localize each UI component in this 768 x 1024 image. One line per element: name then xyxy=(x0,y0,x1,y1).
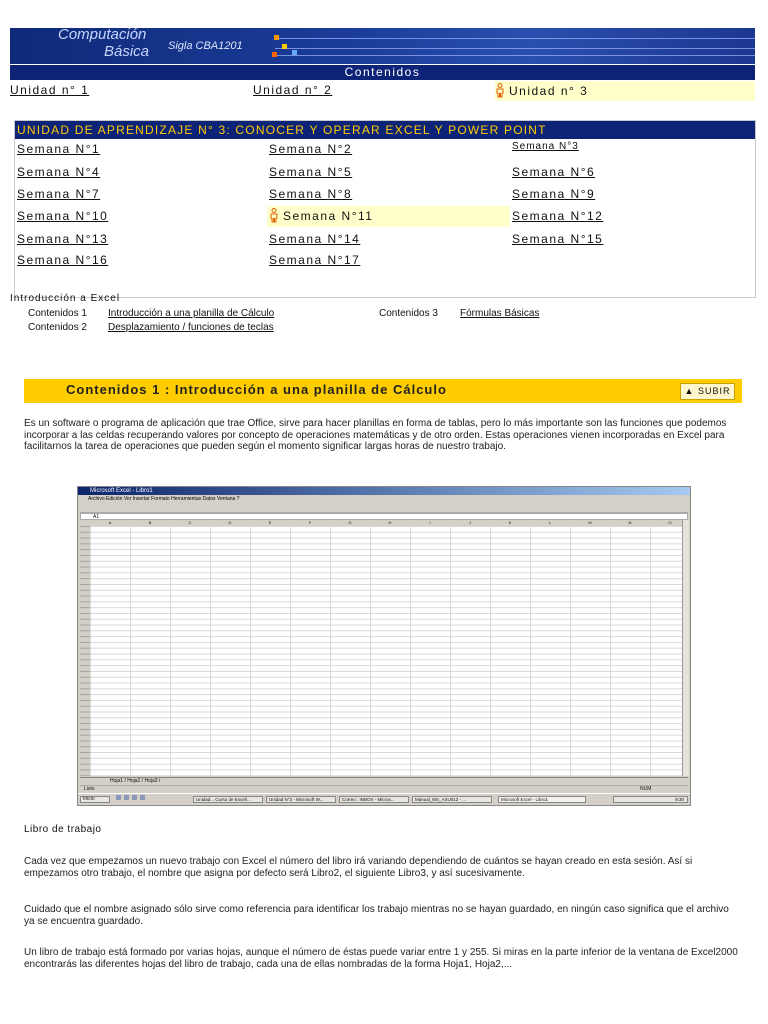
taskbar-item-active: Microsoft Excel - Libro1 xyxy=(498,796,586,803)
excel-column-letter: C xyxy=(188,520,192,525)
excel-window-title: Microsoft Excel - Libro1 xyxy=(90,488,153,494)
unidad-3-current xyxy=(495,83,588,98)
excel-screenshot xyxy=(77,486,691,806)
semana-16-link[interactable]: Semana N°16 xyxy=(17,253,109,267)
taskbar-item: Correo : INBOX - Micros... xyxy=(339,796,409,803)
excel-status-bar xyxy=(80,785,688,793)
taskbar-item: Manual_MS_ASU012 - ... xyxy=(412,796,492,803)
subir-button[interactable]: ▲ SUBIR xyxy=(680,383,735,400)
excel-status-text: Listo xyxy=(84,786,95,792)
quicklaunch-icon xyxy=(124,795,129,800)
semana-4-link[interactable]: Semana N°4 xyxy=(17,165,101,179)
excel-column-letter: J xyxy=(469,520,471,525)
person-icon xyxy=(495,83,505,98)
excel-column-letter: N xyxy=(628,520,632,525)
quicklaunch-icon xyxy=(132,795,137,800)
quicklaunch-icon xyxy=(116,795,121,800)
excel-column-letter: O xyxy=(668,520,672,525)
course-code: Sigla CBA1201 xyxy=(168,40,243,52)
excel-column-letter: L xyxy=(548,520,552,525)
semana-15-link[interactable]: Semana N°15 xyxy=(512,232,604,246)
excel-vertical-scrollbar xyxy=(682,520,689,776)
brand-line1: Computación xyxy=(58,28,147,43)
unidad-1-link[interactable]: Unidad n° 1 xyxy=(10,83,90,97)
contenidos-1-link[interactable]: Introducción a una planilla de Cálculo xyxy=(108,308,275,319)
unidades-nav xyxy=(10,81,755,101)
excel-column-letter: E xyxy=(268,520,272,525)
semana-10-link[interactable]: Semana N°10 xyxy=(17,209,109,223)
semana-11-label: Semana N°11 xyxy=(283,209,374,223)
system-tray-clock: 9:30 xyxy=(613,796,688,803)
excel-column-letter: M xyxy=(588,520,592,525)
semana-12-link[interactable]: Semana N°12 xyxy=(512,209,604,223)
excel-sheet-tab-labels: Hoja1 / Hoja2 / Hoja3 / xyxy=(110,778,161,784)
taskbar-item: Unidad N°3 - Microsoft W... xyxy=(266,796,336,803)
semana-9-link[interactable]: Semana N°9 xyxy=(512,187,596,201)
semana-8-link[interactable]: Semana N°8 xyxy=(269,187,353,201)
excel-column-letter: B xyxy=(148,520,152,525)
excel-title-bar xyxy=(78,487,690,495)
excel-grid xyxy=(90,526,682,776)
semana-11-current xyxy=(269,208,373,223)
contenidos-3-link[interactable]: Fórmulas Básicas xyxy=(460,308,540,319)
semana-14-link[interactable]: Semana N°14 xyxy=(269,232,361,246)
paragraph-cuidado: Cuidado que el nombre asignado sólo sirve como referencia para identificar los trabajo mientras no se hayan guardado, en ningún caso significa que el archivo ya se encuentra guardado. xyxy=(24,904,729,927)
excel-formula-bar xyxy=(80,513,688,520)
excel-column-letter: A xyxy=(108,520,112,525)
excel-sheet-tabs xyxy=(80,777,688,785)
person-icon xyxy=(269,208,279,223)
paragraph-libro: Cada vez que empezamos un nuevo trabajo con Excel el número del libro irá variando dependiendo de cuántos se hayan creado en esta sesión. Así si empezamos otro trabajo, el nombre que asigna por defecto será Libro2, el siguiente Libro3, y así sucesivamente. xyxy=(24,856,693,879)
excel-status-num: NUM xyxy=(640,786,652,792)
intro-heading: Introducción a Excel xyxy=(10,293,121,304)
contenidos-1-prefix: Contenidos 1 xyxy=(28,308,87,319)
contenidos-2-link[interactable]: Desplazamiento / funciones de teclas xyxy=(108,322,274,333)
semana-2-link[interactable]: Semana N°2 xyxy=(269,142,353,156)
paragraph-hojas: Un libro de trabajo está formado por varias hojas, aunque el número de éstas puede variar entre 1 y 255. Si miras en la parte inferior de la ventana de Excel2000 encontrarás las diferentes hojas del libro de trabajo, cada una de ellas nombradas de la forma Hoja1, Hoja2,... xyxy=(24,947,738,970)
excel-column-letter: D xyxy=(228,520,232,525)
excel-toolbar xyxy=(80,503,688,513)
excel-column-letter: K xyxy=(508,520,512,525)
brand-line2: Básica xyxy=(104,43,150,60)
windows-taskbar xyxy=(78,793,690,806)
semana-17-link[interactable]: Semana N°17 xyxy=(269,253,361,267)
excel-column-letter: H xyxy=(388,520,392,525)
excel-cell-ref: A1 xyxy=(93,514,100,520)
header-banner xyxy=(10,28,755,64)
libro-heading: Libro de trabajo xyxy=(24,824,102,835)
unidad-2-link[interactable]: Unidad n° 2 xyxy=(253,83,333,97)
section-title: Contenidos 1 : Introducción a una planilla de Cálculo xyxy=(66,382,447,397)
quicklaunch-icon xyxy=(140,795,145,800)
semana-7-link[interactable]: Semana N°7 xyxy=(17,187,101,201)
paragraph-intro: Es un software o programa de aplicación que trae Office, sirve para hacer planillas en forma de tablas, pero lo más importante son las funciones que podemos incorporar a las celdas recuperando valores por concepto de operaciones matemáticas y de otro orden. Estas operaciones vienen incorporadas en Excel para facilitarnos la tarea de operaciones que pueden según el momento significar largas horas de nuestro trabajo. xyxy=(24,418,727,452)
unidad-3-label: Unidad n° 3 xyxy=(509,84,589,98)
unit-title: UNIDAD DE APRENDIZAJE N° 3: CONOCER Y OPERAR EXCEL Y POWER POINT xyxy=(15,121,755,139)
semana-5-link[interactable]: Semana N°5 xyxy=(269,165,353,179)
excel-column-letter: I xyxy=(429,520,431,525)
contenidos-3-prefix: Contenidos 3 xyxy=(379,308,438,319)
semana-6-link[interactable]: Semana N°6 xyxy=(512,165,596,179)
semana-1-link[interactable]: Semana N°1 xyxy=(17,142,101,156)
unit-panel xyxy=(14,120,756,298)
semana-3-link[interactable]: Semana N°3 xyxy=(512,141,579,152)
start-button: Inicio xyxy=(80,796,110,803)
excel-menu-bar: Archivo Edición Ver Insertar Formato Herramientas Datos Ventana ? xyxy=(88,496,240,502)
excel-column-letter: F xyxy=(308,520,312,525)
excel-column-letter: G xyxy=(348,520,352,525)
section-header xyxy=(24,379,742,403)
contenidos-2-prefix: Contenidos 2 xyxy=(28,322,87,333)
taskbar-item: Unidad... Curso de Excel\... xyxy=(193,796,263,803)
contenidos-bar: Contenidos xyxy=(10,65,755,80)
semana-13-link[interactable]: Semana N°13 xyxy=(17,232,109,246)
